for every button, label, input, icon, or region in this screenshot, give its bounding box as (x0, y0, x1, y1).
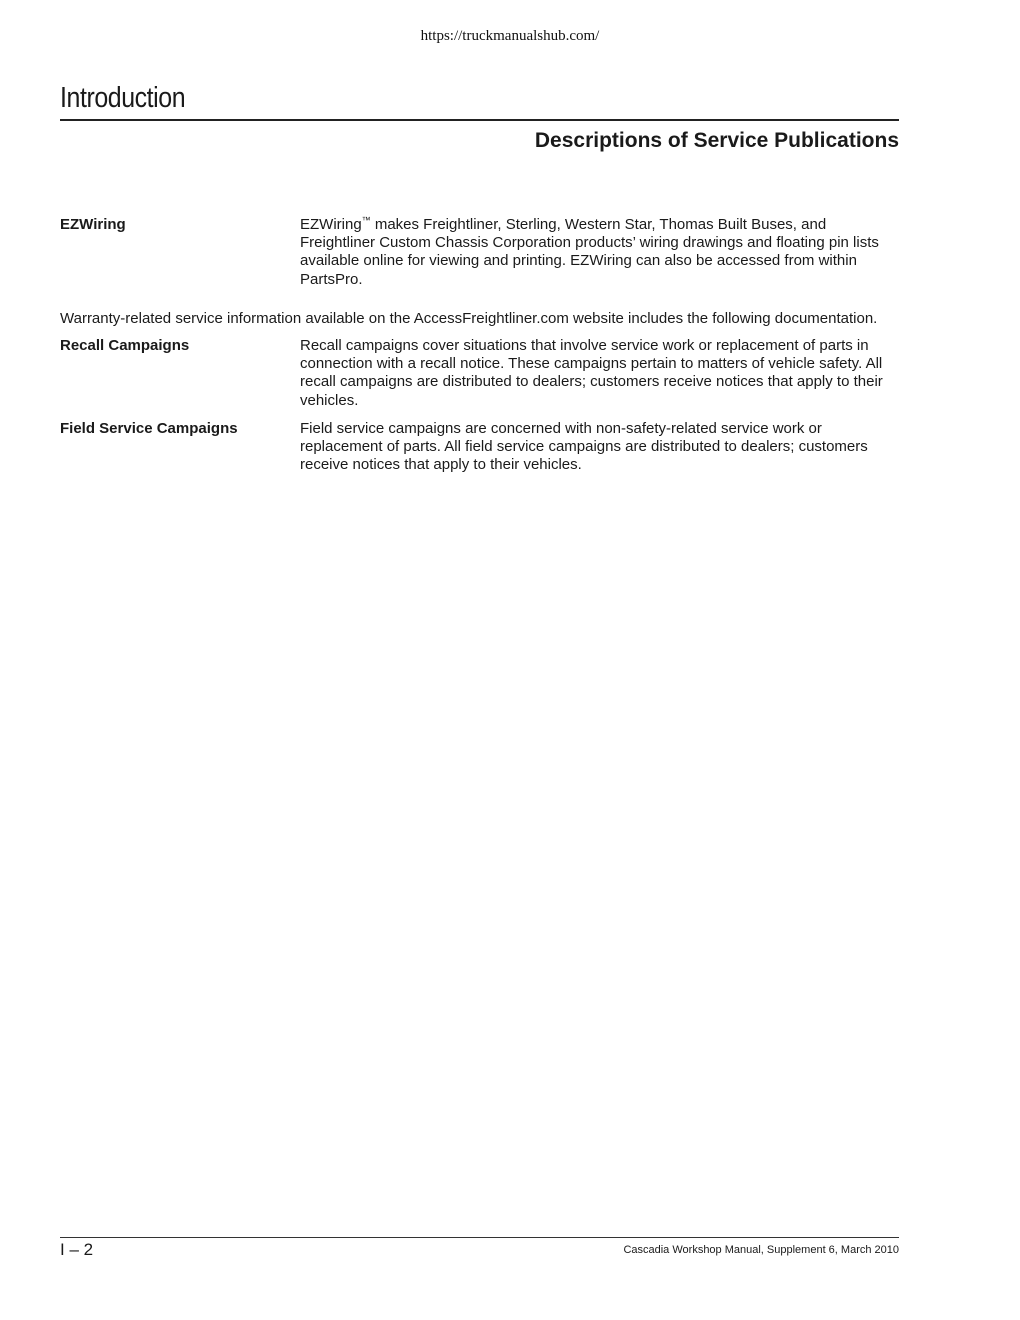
entry-term: Recall Campaigns (60, 337, 190, 355)
entry-ezwiring (60, 216, 899, 289)
page-number: I – 2 (60, 1240, 94, 1259)
publication-info: Cascadia Workshop Manual, Supplement 6, March 2010 (623, 1244, 899, 1256)
description-text: makes Freightliner, Sterling, Western Star, Thomas Built Buses, and Freightliner Custom Chassis Corporation products’ wiring drawings and floating pin lists available online for viewing and printing. EZWiring can also be accessed from within PartsPro. (300, 216, 879, 288)
footer-divider (60, 1237, 899, 1238)
source-url: https://truckmanualshub.com/ (420, 28, 600, 44)
warranty-paragraph: Warranty-related service information available on the AccessFreightliner.com website includes the following documentation. (60, 309, 878, 327)
entry-description (300, 216, 899, 289)
entry-term: EZWiring (60, 216, 126, 233)
entry-recall-campaigns (60, 337, 899, 410)
entry-field-service-campaigns (60, 420, 899, 475)
entry-description: Field service campaigns are concerned with non-safety-related service work or replacement of parts. All field service campaigns are distributed to dealers; customers receive notices that apply to their vehicles. (300, 419, 868, 474)
title-divider (60, 119, 899, 121)
entry-description: Recall campaigns cover situations that involve service work or replacement of parts in connection with a recall notice. These campaigns pertain to matters of vehicle safety. All recall campaigns are distributed to dealers; customers receive notices that apply to their vehicles. (300, 337, 883, 409)
trademark-symbol: ™ (361, 215, 371, 225)
section-title: Introduction (60, 82, 186, 114)
entry-term: Field Service Campaigns (60, 419, 238, 437)
brand-name: EZWiring (300, 216, 362, 233)
main-content (60, 216, 899, 474)
page-heading: Descriptions of Service Publications (534, 129, 899, 152)
